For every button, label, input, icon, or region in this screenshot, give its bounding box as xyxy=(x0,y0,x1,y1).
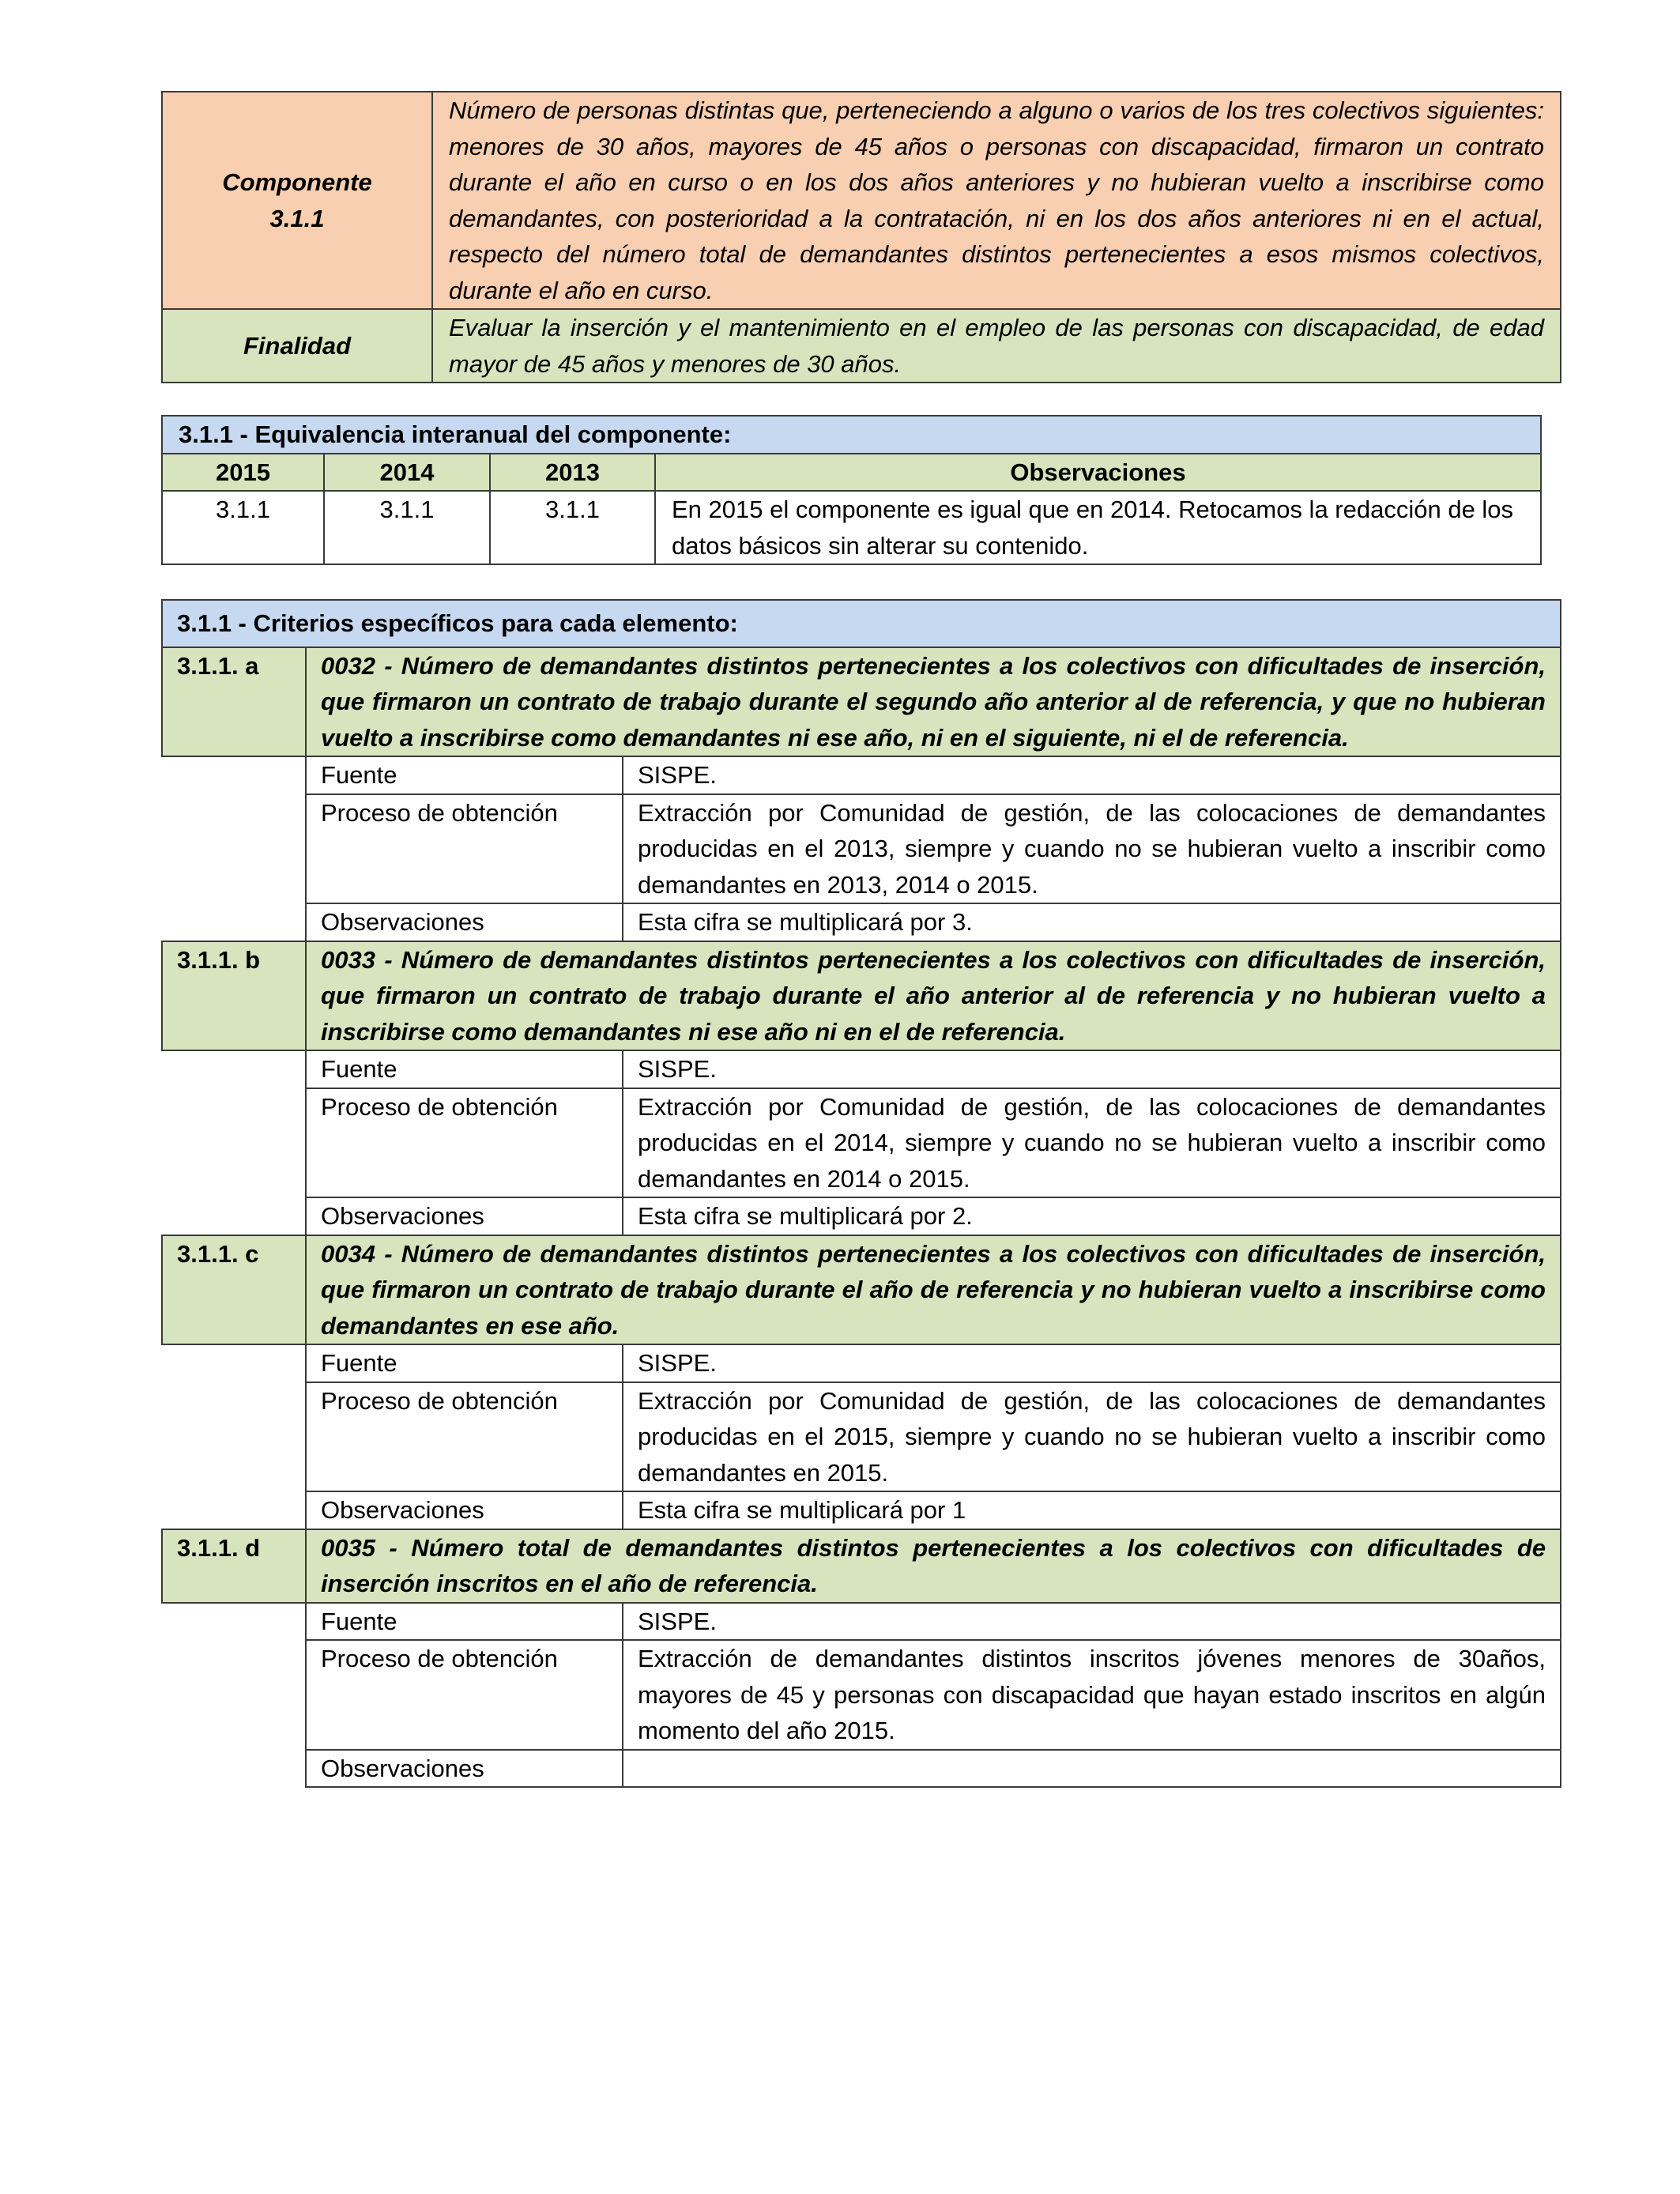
table-cell: 3.1.1 xyxy=(490,491,655,564)
table-row xyxy=(162,491,1541,564)
observations-value: Esta cifra se multiplicará por 1 xyxy=(623,1491,1561,1529)
component-table xyxy=(161,91,1561,383)
process-value: Extracción por Comunidad de gestión, de las colocaciones de demandantes producidas en el 2015, siempre y cuando no se hubieran vuelto a inscribir como demandantes en 2015. xyxy=(623,1382,1561,1492)
column-header: 2014 xyxy=(324,454,490,492)
source-label: Fuente xyxy=(306,1344,623,1382)
process-label: Proceso de obtención xyxy=(306,1640,623,1750)
source-value: SISPE. xyxy=(623,1344,1561,1382)
element-code: 3.1.1. b xyxy=(162,941,306,1051)
criteria-table xyxy=(161,599,1561,1788)
element-description: 0033 - Número de demandantes distintos pertenecientes a los colectivos con dificultades de inserción, que firmaron un contrato de trabajo durante el año anterior al de referencia y no hubieran vuelto a inscribirse como demandantes ni ese año ni en el de referencia. xyxy=(306,941,1561,1051)
observations-value xyxy=(623,1750,1561,1788)
purpose-label: Finalidad xyxy=(162,309,432,383)
observations-value: Esta cifra se multiplicará por 3. xyxy=(623,903,1561,941)
column-header: 2013 xyxy=(490,454,655,492)
process-value: Extracción de demandantes distintos inscritos jóvenes menores de 30años, mayores de 45 y personas con discapacidad que hayan estado inscritos en algún momento del año 2015. xyxy=(623,1640,1561,1750)
process-value: Extracción por Comunidad de gestión, de las colocaciones de demandantes producidas en el 2013, siempre y cuando no se hubieran vuelto a inscribir como demandantes en 2013, 2014 o 2015. xyxy=(623,794,1561,904)
element-description: 0035 - Número total de demandantes distintos pertenecientes a los colectivos con dificultades de inserción inscritos en el año de referencia. xyxy=(306,1529,1561,1603)
observations-label: Observaciones xyxy=(306,1750,623,1788)
equivalence-title: 3.1.1 - Equivalencia interanual del componente: xyxy=(162,416,1541,454)
table-cell: 3.1.1 xyxy=(324,491,490,564)
table-cell: 3.1.1 xyxy=(162,491,324,564)
element-description: 0032 - Número de demandantes distintos pertenecientes a los colectivos con dificultades de inserción, que firmaron un contrato de trabajo durante el segundo año anterior al de referencia, y que no hubieran vuelto a inscribirse como demandantes ni ese año, ni en el siguiente, ni el de referencia. xyxy=(306,647,1561,757)
source-value: SISPE. xyxy=(623,1050,1561,1088)
observations-label: Observaciones xyxy=(306,903,623,941)
process-label: Proceso de obtención xyxy=(306,794,623,904)
component-label-cell xyxy=(162,92,432,309)
observations-value: Esta cifra se multiplicará por 2. xyxy=(623,1197,1561,1235)
element-code: 3.1.1. c xyxy=(162,1235,306,1345)
table-cell: En 2015 el componente es igual que en 2014. Retocamos la redacción de los datos básicos sin alterar su contenido. xyxy=(655,491,1541,564)
process-label: Proceso de obtención xyxy=(306,1382,623,1492)
observations-label: Observaciones xyxy=(306,1197,623,1235)
equivalence-table xyxy=(161,415,1542,565)
element-description: 0034 - Número de demandantes distintos pertenecientes a los colectivos con dificultades de inserción, que firmaron un contrato de trabajo durante el año de referencia y no hubieran vuelto a inscribirse como demandantes en ese año. xyxy=(306,1235,1561,1345)
purpose-text: Evaluar la inserción y el mantenimiento en el empleo de las personas con discapacidad, de edad mayor de 45 años y menores de 30 años. xyxy=(432,309,1561,383)
source-value: SISPE. xyxy=(623,756,1561,794)
source-label: Fuente xyxy=(306,1050,623,1088)
process-label: Proceso de obtención xyxy=(306,1088,623,1198)
observations-label: Observaciones xyxy=(306,1491,623,1529)
column-header: 2015 xyxy=(162,454,324,492)
component-number: 3.1.1 xyxy=(269,204,325,232)
element-code: 3.1.1. a xyxy=(162,647,306,757)
column-header: Observaciones xyxy=(655,454,1541,492)
component-description: Número de personas distintas que, perteneciendo a alguno o varios de los tres colectivos siguientes: menores de 30 años, mayores de 45 años o personas con discapacidad, firmaron un contrato durante el año en curso o en los dos años anteriores y no hubieran vuelto a inscribirse como demandantes, con posterioridad a la contratación, ni en los dos años anteriores ni en el actual, respecto del número total de demandantes distintos pertenecientes a esos mismos colectivos, durante el año en curso. xyxy=(432,92,1561,309)
source-value: SISPE. xyxy=(623,1603,1561,1641)
process-value: Extracción por Comunidad de gestión, de las colocaciones de demandantes producidas en el 2014, siempre y cuando no se hubieran vuelto a inscribir como demandantes en 2014 o 2015. xyxy=(623,1088,1561,1198)
source-label: Fuente xyxy=(306,756,623,794)
source-label: Fuente xyxy=(306,1603,623,1641)
criteria-title: 3.1.1 - Criterios específicos para cada elemento: xyxy=(162,600,1561,647)
element-code: 3.1.1. d xyxy=(162,1529,306,1603)
component-label: Componente xyxy=(222,168,372,196)
